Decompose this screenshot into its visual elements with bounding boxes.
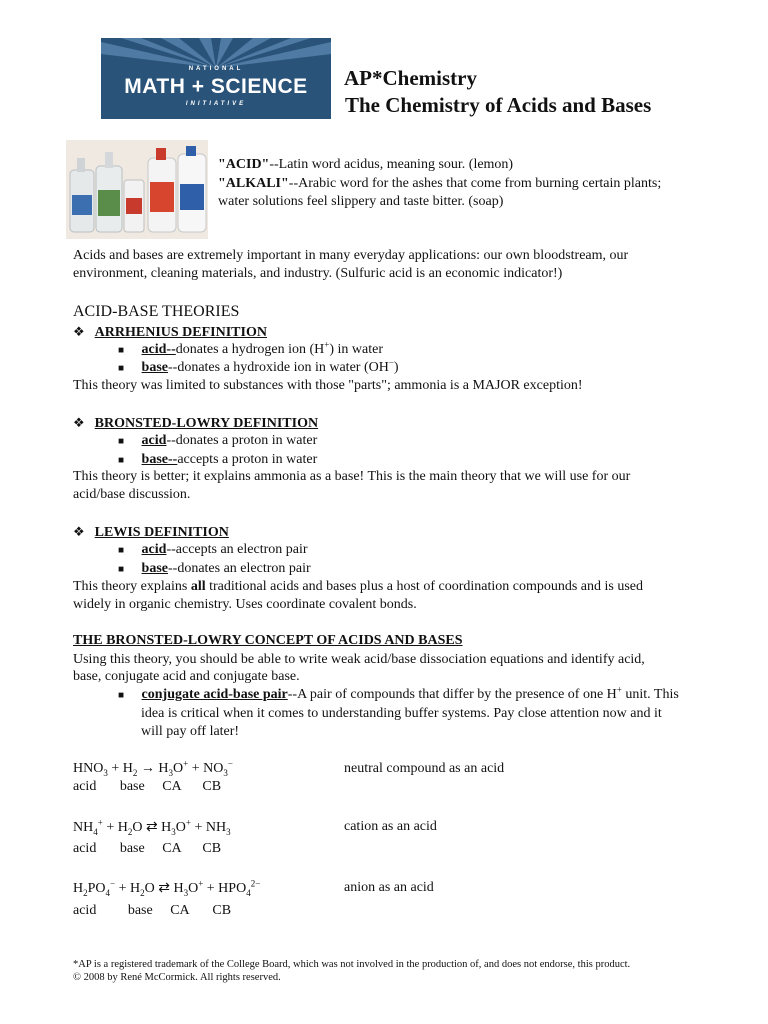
lewis-note-all: all (190, 579, 206, 594)
bronsted-base-label: base-- (141, 452, 178, 467)
concept-line2: base, conjugate acid and conjugate base. (73, 669, 300, 684)
lewis-acid-text: --accepts an electron pair (166, 542, 308, 557)
bronsted-acid-item (118, 432, 317, 451)
lewis-acid-label: acid (141, 542, 167, 557)
conjugate-pair-line2: idea is critical when it comes to understanding buffer systems. Pay close attention now and it (141, 706, 662, 721)
equation-3-labels (73, 903, 231, 919)
arrhenius-base-item (118, 359, 399, 378)
bronsted-heading: BRONSTED-LOWRY DEFINITION (94, 416, 319, 431)
bronsted-acid-label: acid (141, 433, 167, 448)
label-cb: CB (202, 841, 222, 856)
lewis-section-heading (73, 523, 229, 541)
label-acid: acid (73, 841, 97, 856)
conjugate-pair-end: unit. This (621, 687, 679, 702)
arrhenius-acid-item (118, 341, 383, 360)
concept-heading: THE BRONSTED-LOWRY CONCEPT OF ACIDS AND BASES (73, 633, 463, 648)
equation-1-description: neutral compound as an acid (344, 761, 505, 776)
intro-paragraph-line1: Acids and bases are extremely important in many everyday applications: our own bloodstream, our (73, 248, 629, 263)
arrhenius-heading: ARRHENIUS DEFINITION (94, 325, 267, 340)
equation-2-description: cation as an acid (344, 819, 437, 834)
diamond-bullet-icon: ❖ (73, 324, 85, 339)
label-base: base (119, 841, 145, 856)
conjugate-pair-label: conjugate acid-base pair (141, 687, 288, 702)
arrhenius-acid-text: donates a hydrogen ion (H (175, 342, 325, 357)
arrhenius-acid-end: ) in water (329, 342, 384, 357)
course-title: AP*Chemistry (344, 66, 477, 90)
label-cb: CB (202, 779, 222, 794)
label-ca: CA (170, 903, 189, 918)
label-ca: CA (162, 841, 181, 856)
nms-logo (101, 38, 331, 119)
label-acid: acid (73, 903, 97, 918)
logo-national: NATIONAL (188, 66, 244, 72)
square-bullet-icon: ■ (118, 455, 125, 466)
equation-1-labels (73, 779, 221, 795)
lewis-note-line1 (73, 578, 643, 596)
equation-3: $H_2PO_4^- + H_2O$ ⇄ $H_3O^+ + HPO_4^{2-}$ (73, 878, 261, 898)
square-bullet-icon: ■ (118, 436, 125, 447)
arrhenius-acid-sup: + (324, 339, 330, 350)
footer-copyright: © 2008 by René McCormick. All rights reserved. (73, 972, 281, 983)
logo-main-text: MATH + SCIENCE (124, 75, 308, 98)
bronsted-section-heading (73, 414, 318, 432)
conjugate-pair-line3: will pay off later! (141, 724, 240, 739)
lewis-note-part3: traditional acids and bases plus a host of coordination compounds and is used (205, 579, 644, 594)
conjugate-pair-item (118, 686, 679, 705)
square-bullet-icon: ■ (118, 545, 125, 556)
conjugate-pair-sup: + (616, 684, 622, 695)
page-title: The Chemistry of Acids and Bases (345, 93, 652, 117)
alkali-etymology-text: --Arabic word for the ashes that come from burning certain plants; (288, 176, 662, 191)
bronsted-base-text: accepts a proton in water (177, 452, 318, 467)
acid-etymology (218, 156, 513, 174)
arrhenius-acid-label: acid-- (141, 342, 176, 357)
equation-2-labels (73, 841, 221, 857)
lewis-acid-item (118, 541, 308, 560)
logo-initiative: INITIATIVE (185, 101, 247, 107)
label-base: base (119, 779, 145, 794)
acid-etymology-text: --Latin word acidus, meaning sour. (lemon) (269, 157, 514, 172)
arrhenius-base-label: base (141, 360, 168, 375)
equation-2: $NH_4^+ + H_2O$ ⇄ $H_3O^+ + NH_3$ (73, 817, 231, 837)
lewis-base-label: base (141, 561, 168, 576)
conjugate-pair-text: --A pair of compounds that differ by the presence of one H (287, 687, 617, 702)
diamond-bullet-icon: ❖ (73, 524, 85, 539)
equation-1: $HNO_3 + H_2 \to H_3O^+ + NO_3^-$ (73, 758, 233, 778)
theories-heading: ACID-BASE THEORIES (73, 303, 240, 320)
household-products-photo (66, 140, 208, 239)
lewis-base-item (118, 560, 311, 579)
arrhenius-note: This theory was limited to substances with those "parts"; ammonia is a MAJOR exception! (73, 378, 583, 393)
lewis-note-line2: widely in organic chemistry. Uses coordinate covalent bonds. (73, 597, 417, 612)
arrhenius-section-heading (73, 323, 267, 341)
alkali-term: "ALKALI" (218, 176, 289, 191)
alkali-etymology (218, 175, 661, 193)
label-acid: acid (73, 779, 97, 794)
arrhenius-base-sup: − (388, 357, 394, 368)
lewis-base-text: --donates an electron pair (168, 561, 311, 576)
acid-term: "ACID" (218, 157, 270, 172)
square-bullet-icon: ■ (118, 564, 125, 575)
intro-paragraph-line2: environment, cleaning materials, and industry. (Sulfuric acid is an economic indicator!) (73, 266, 563, 281)
label-ca: CA (162, 779, 181, 794)
arrhenius-base-text: --donates a hydroxide ion in water (OH (168, 360, 389, 375)
equation-3-description: anion as an acid (344, 880, 434, 895)
label-cb: CB (212, 903, 232, 918)
square-bullet-icon: ■ (118, 690, 125, 701)
bronsted-acid-text: --donates a proton in water (166, 433, 318, 448)
concept-line1: Using this theory, you should be able to write weak acid/base dissociation equations and identify acid, (73, 652, 645, 667)
lewis-note-part1: This theory explains (73, 579, 191, 594)
arrhenius-base-end: ) (393, 360, 399, 375)
lewis-heading: LEWIS DEFINITION (94, 525, 229, 540)
footer-trademark: *AP is a registered trademark of the College Board, which was not involved in the production of, and does not endorse, this product. (73, 959, 631, 970)
diamond-bullet-icon: ❖ (73, 415, 85, 430)
label-base: base (127, 903, 153, 918)
alkali-etymology-line2: water solutions feel slippery and taste bitter. (soap) (218, 194, 504, 209)
square-bullet-icon: ■ (118, 363, 125, 374)
bronsted-note-line2: acid/base discussion. (73, 487, 191, 502)
square-bullet-icon: ■ (118, 345, 125, 356)
bronsted-note-line1: This theory is better; it explains ammonia as a base! This is the main theory that we will use for our (73, 469, 631, 484)
